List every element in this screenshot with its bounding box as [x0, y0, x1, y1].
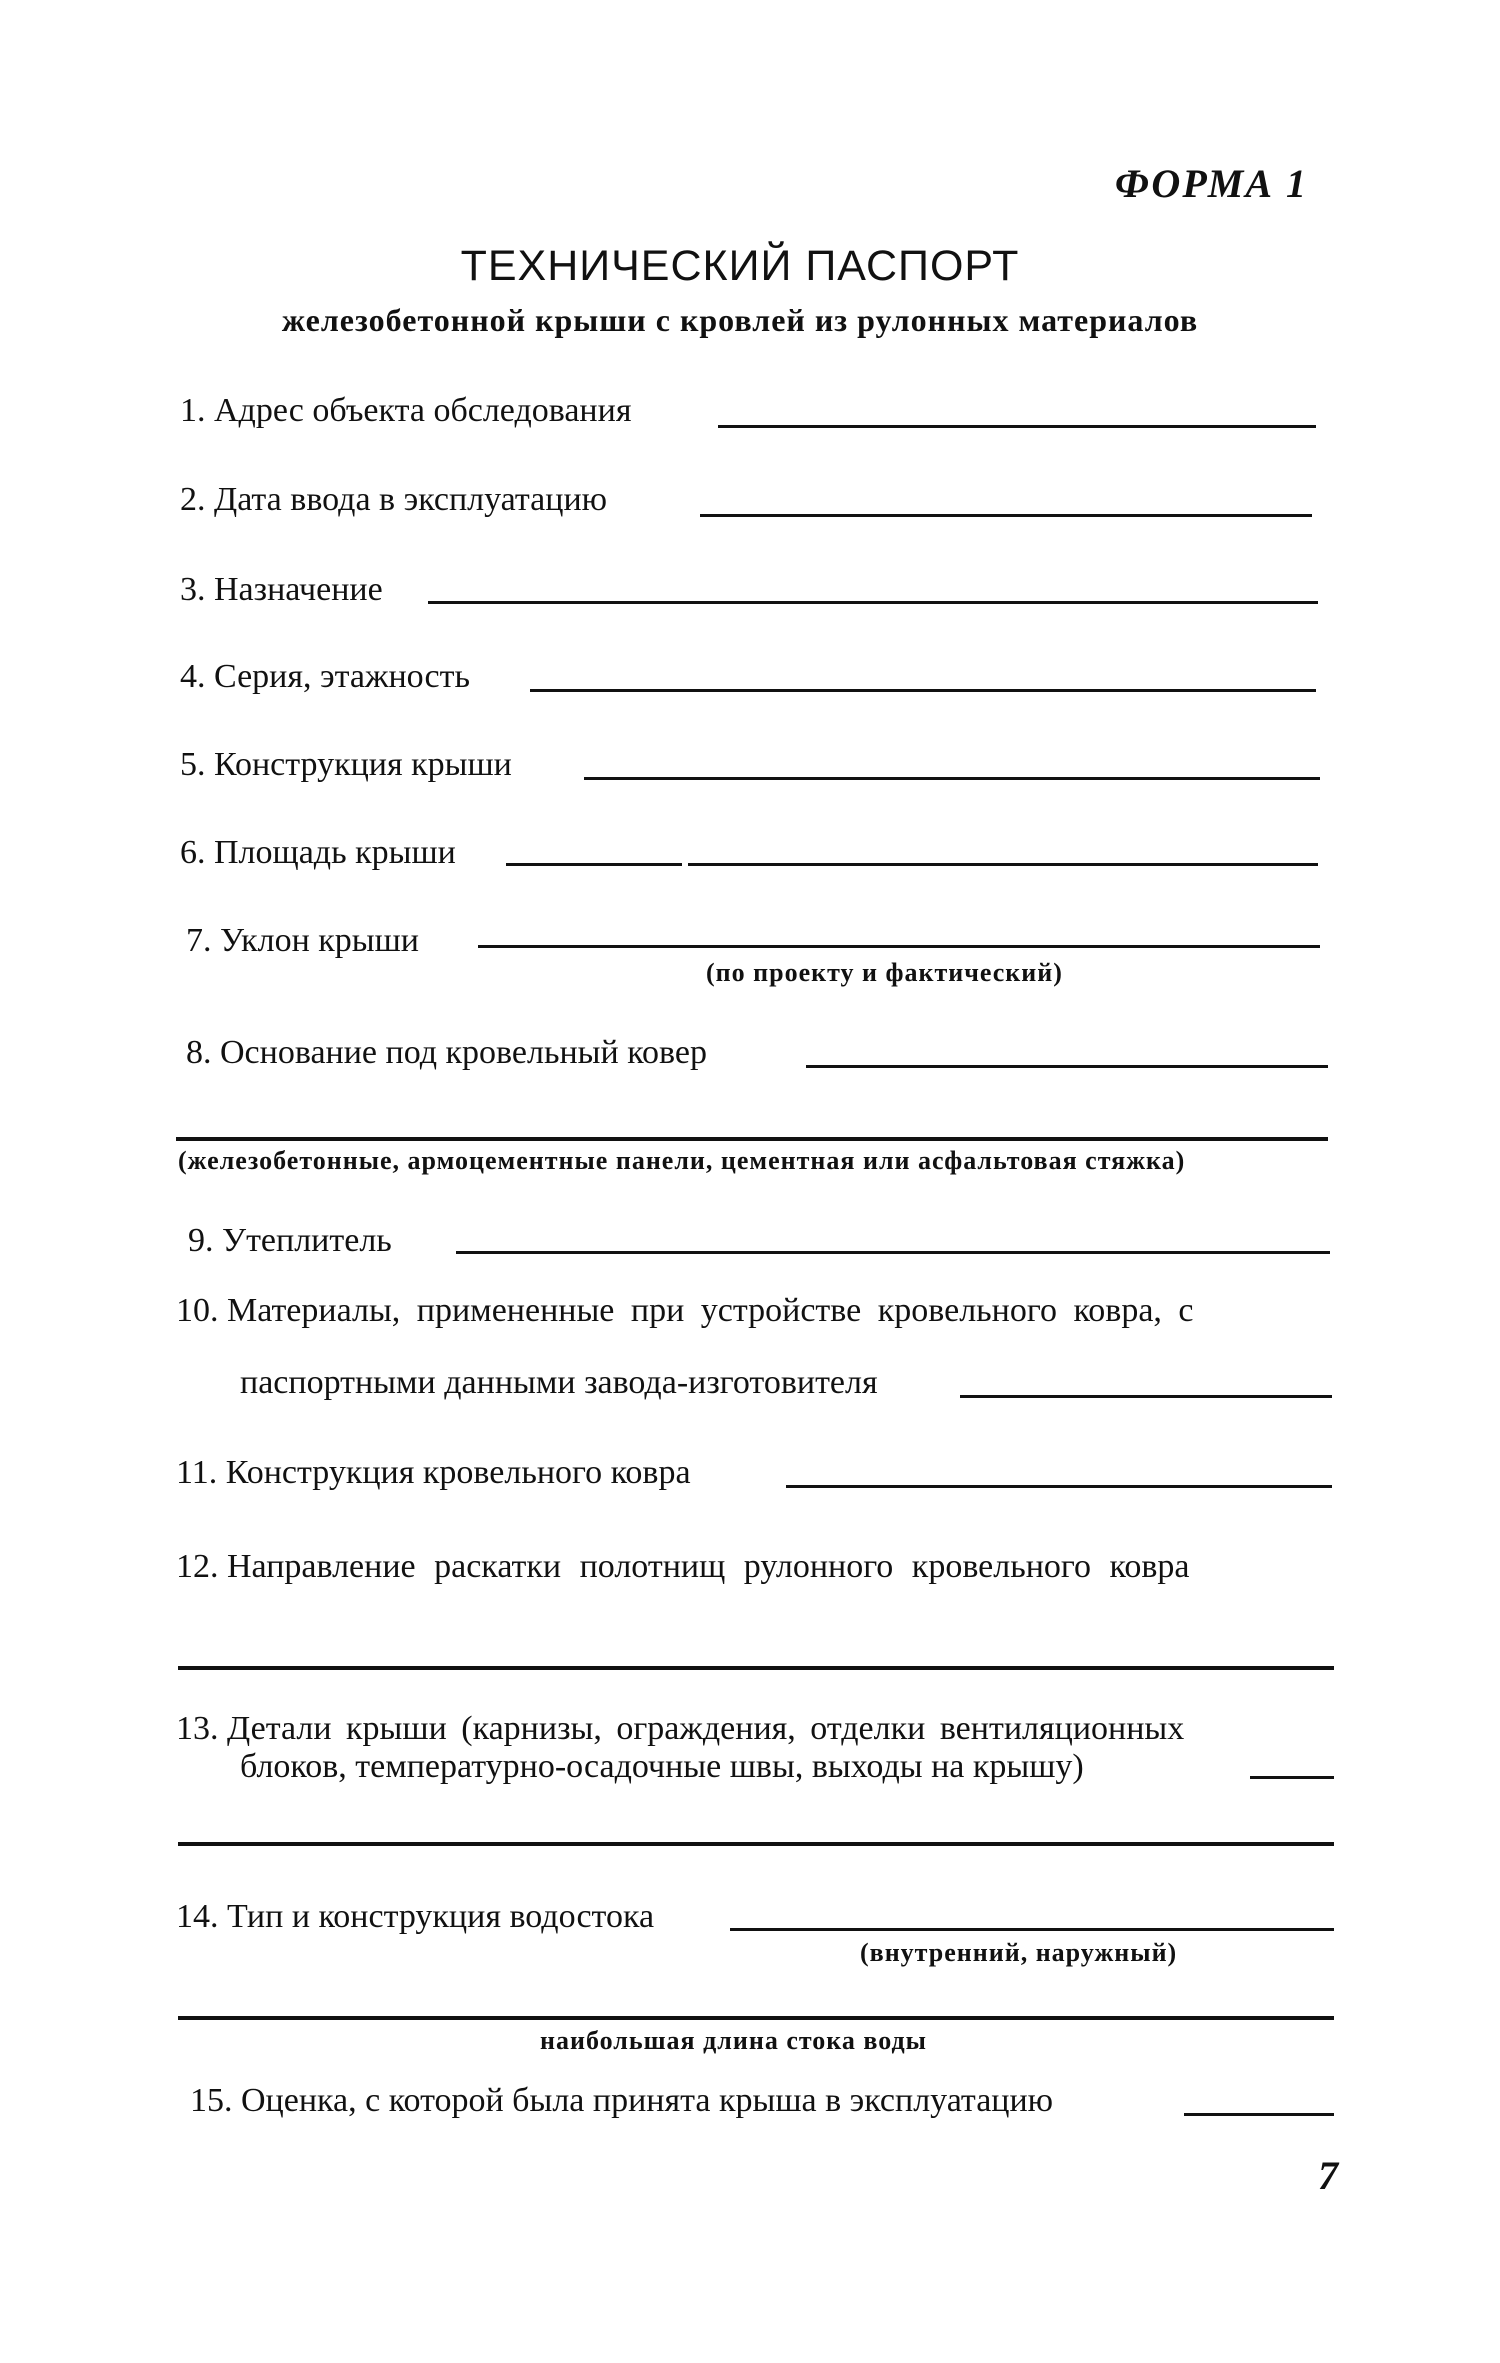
field-number: 6. — [180, 834, 206, 871]
field-13-input-line-2[interactable] — [178, 1842, 1334, 1846]
field-label: Утеплитель — [222, 1222, 392, 1259]
field-number: 10. — [176, 1292, 219, 1329]
field-label: Серия, этажность — [214, 658, 470, 695]
document-subtitle: железобетонной крыши с кровлей из рулонных материалов — [281, 302, 1199, 338]
field-label: Основание под кровельный ковер — [220, 1034, 707, 1071]
field-7 — [186, 922, 419, 960]
field-10 — [176, 1292, 1194, 1330]
field-15 — [190, 2082, 1053, 2120]
field-1 — [180, 392, 631, 430]
field-15-input-line[interactable] — [1184, 2113, 1334, 2116]
field-13 — [176, 1710, 1184, 1748]
field-number: 2. — [180, 481, 206, 518]
field-8-input-line-2[interactable] — [176, 1137, 1328, 1141]
field-9-input-line[interactable] — [456, 1251, 1330, 1254]
field-number: 4. — [180, 658, 206, 695]
field-9 — [188, 1222, 392, 1260]
field-label: Адрес объекта обследования — [214, 392, 632, 429]
field-6 — [180, 834, 456, 872]
field-7-note: (по проекту и фактический) — [706, 958, 1063, 987]
field-number: 11. — [176, 1454, 218, 1491]
field-6-input-line-a[interactable] — [506, 863, 682, 866]
field-number: 1. — [180, 392, 206, 429]
document-title: ТЕХНИЧЕСКИЙ ПАСПОРТ — [460, 242, 1020, 290]
field-label: Материалы, примененные при устройстве кровельного ковра, с — [227, 1292, 1194, 1329]
field-11 — [176, 1454, 691, 1492]
field-4-input-line[interactable] — [530, 689, 1316, 692]
field-label: Площадь крыши — [214, 834, 456, 871]
field-11-input-line[interactable] — [786, 1485, 1332, 1488]
field-12 — [176, 1548, 1189, 1586]
field-14 — [176, 1898, 654, 1936]
field-14-input-line[interactable] — [730, 1928, 1334, 1931]
field-14-note: (внутренний, наружный) — [860, 1938, 1178, 1967]
field-5-input-line[interactable] — [584, 777, 1320, 780]
field-number: 12. — [176, 1548, 219, 1585]
field-number: 5. — [180, 746, 206, 783]
field-label: Оценка, с которой была принята крыша в эксплуатацию — [241, 2082, 1054, 2119]
page-number: 7 — [1318, 2153, 1338, 2198]
field-label: Детали крыши (карнизы, ограждения, отделки вентиляционных — [227, 1710, 1185, 1747]
field-6-input-line-b[interactable] — [688, 863, 1318, 866]
field-10-input-line[interactable] — [960, 1395, 1332, 1398]
field-label: Назначение — [214, 571, 383, 608]
field-3-input-line[interactable] — [428, 601, 1318, 604]
field-label: Тип и конструкция водостока — [227, 1898, 655, 1935]
field-8-note: (железобетонные, армоцементные панели, цементная или асфальтовая стяжка) — [178, 1146, 1186, 1175]
field-12-input-line[interactable] — [178, 1666, 1334, 1670]
field-8 — [186, 1034, 707, 1072]
field-label: Конструкция крыши — [214, 746, 512, 783]
field-number: 7. — [186, 922, 212, 959]
field-number: 3. — [180, 571, 206, 608]
field-number: 13. — [176, 1710, 219, 1747]
field-label: Уклон крыши — [220, 922, 420, 959]
field-14-input-line-2[interactable] — [178, 2016, 1334, 2020]
field-13-input-line[interactable] — [1250, 1776, 1334, 1779]
field-14-note-2: наибольшая длина стока воды — [540, 2026, 927, 2055]
field-label: Направление раскатки полотнищ рулонного кровельного ковра — [227, 1548, 1190, 1585]
field-8-input-line[interactable] — [806, 1065, 1328, 1068]
field-label: Дата ввода в эксплуатацию — [214, 481, 608, 518]
field-number: 14. — [176, 1898, 219, 1935]
field-13-line-2: блоков, температурно-осадочные швы, выходы на крышу) — [240, 1748, 1084, 1785]
field-number: 9. — [188, 1222, 214, 1259]
field-2-input-line[interactable] — [700, 514, 1312, 517]
field-5 — [180, 746, 512, 784]
field-7-input-line[interactable] — [478, 945, 1320, 948]
field-1-input-line[interactable] — [718, 425, 1316, 428]
field-10-line-2: паспортными данными завода-изготовителя — [240, 1364, 878, 1401]
field-3 — [180, 571, 383, 609]
field-number: 15. — [190, 2082, 233, 2119]
field-label: Конструкция кровельного ковра — [225, 1454, 691, 1491]
field-number: 8. — [186, 1034, 212, 1071]
field-2 — [180, 481, 607, 519]
form-label: ФОРМА 1 — [1114, 161, 1308, 206]
field-4 — [180, 658, 470, 696]
